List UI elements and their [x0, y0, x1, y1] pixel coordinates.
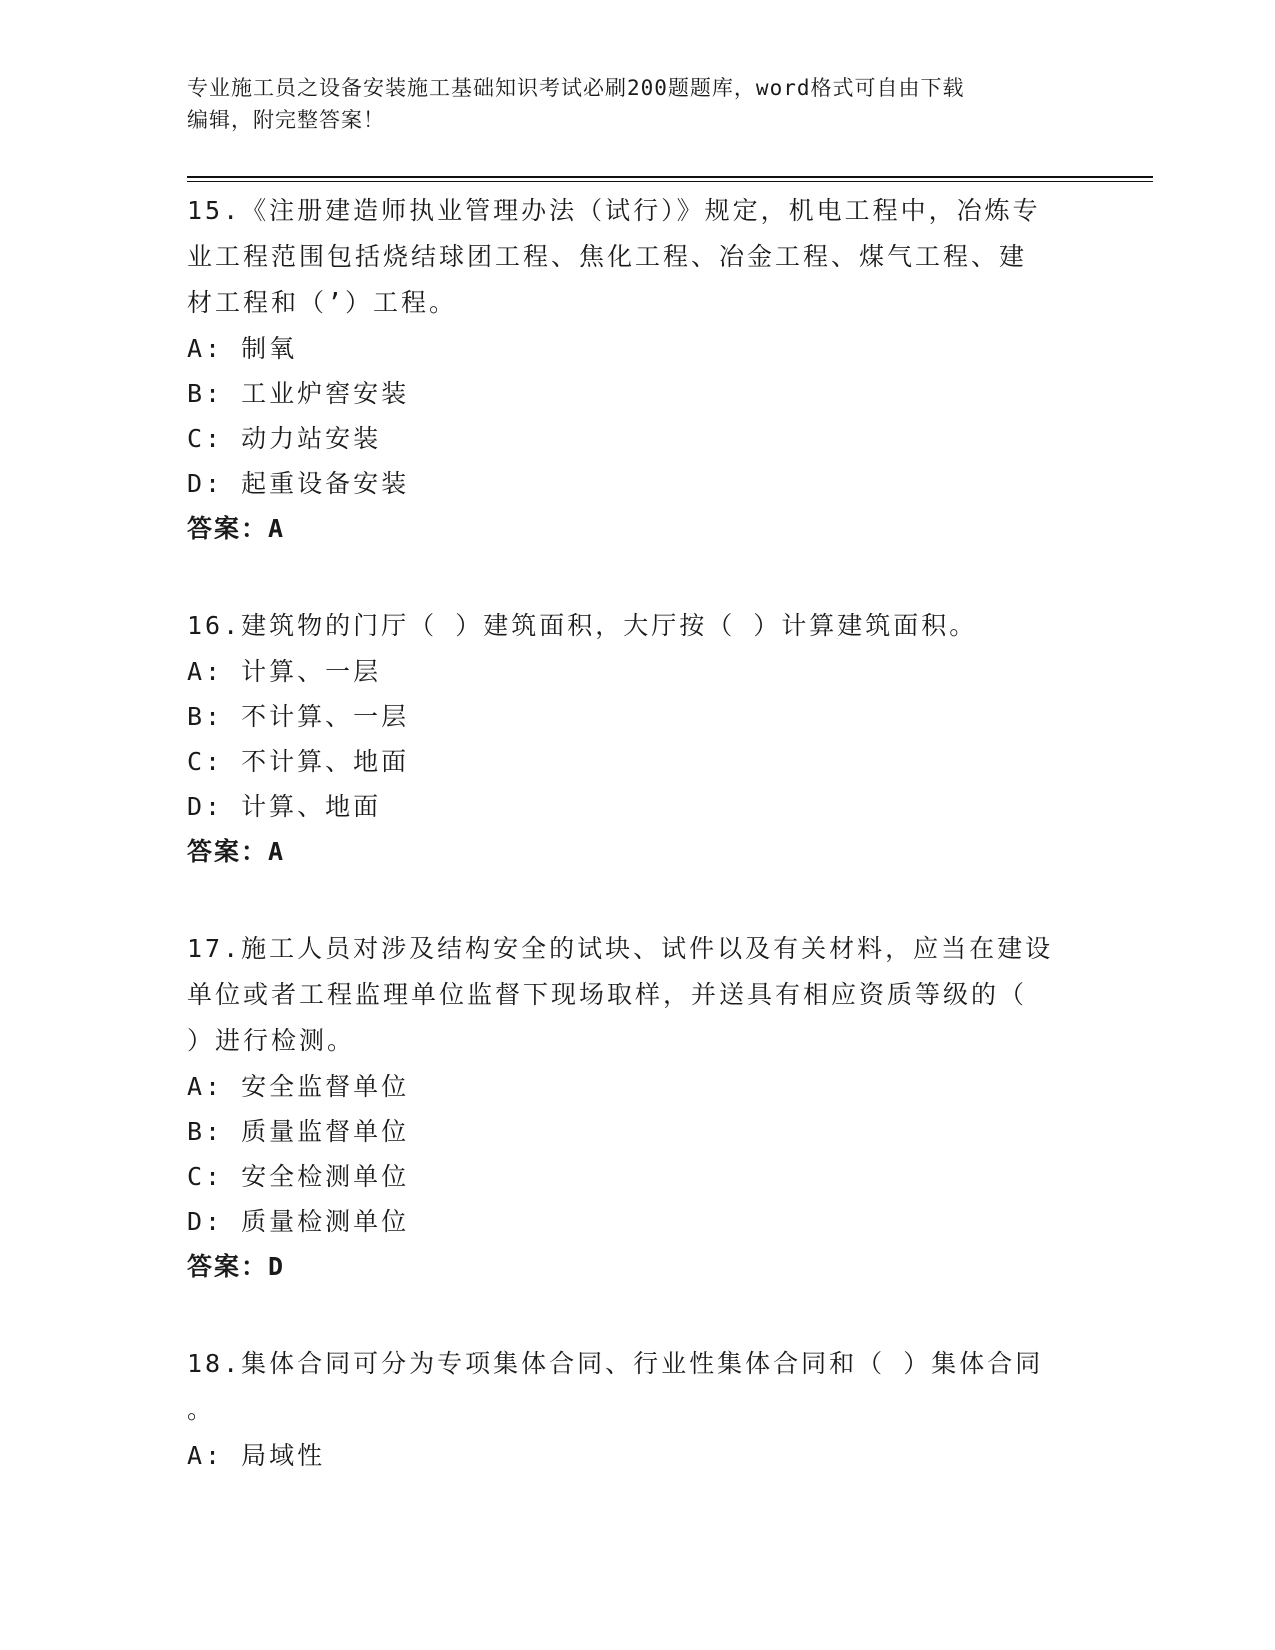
question-16 [187, 603, 1087, 874]
header-divider-thick [187, 176, 1153, 178]
option-b: B: 工业炉窖安装 [187, 379, 410, 408]
option-a: A: 制氧 [187, 334, 298, 363]
option-d: D: 计算、地面 [187, 792, 382, 821]
question-stem [187, 603, 1087, 649]
question-stem [187, 1341, 1087, 1433]
question-stem [187, 926, 1087, 1064]
answer-line: 答案：A [187, 514, 286, 543]
question-list [187, 188, 1087, 1530]
option-a: A: 安全监督单位 [187, 1072, 410, 1101]
header-divider-thin [187, 181, 1153, 182]
question-17 [187, 926, 1087, 1289]
option-a: A: 计算、一层 [187, 657, 382, 686]
answer-line: 答案：A [187, 837, 286, 866]
option-a: A: 局域性 [187, 1441, 326, 1470]
header-line-1: 专业施工员之设备安装施工基础知识考试必刷200题题库，word格式可自由下载 [187, 76, 965, 100]
stem-line: 17.施工人员对涉及结构安全的试块、试件以及有关材料，应当在建设 [187, 934, 1054, 963]
stem-line: 单位或者工程监理单位监督下现场取样，并送具有相应资质等级的（ [187, 980, 1028, 1009]
option-c: C: 安全检测单位 [187, 1162, 410, 1191]
question-18 [187, 1341, 1087, 1478]
answer-line: 答案：D [187, 1252, 286, 1281]
option-d: D: 质量检测单位 [187, 1207, 410, 1236]
stem-line: 业工程范围包括烧结球团工程、焦化工程、冶金工程、煤气工程、建 [187, 242, 1028, 271]
header-line-2: 编辑，附完整答案！ [187, 108, 385, 132]
question-stem [187, 188, 1087, 326]
stem-line: 材工程和（’）工程。 [187, 288, 458, 317]
stem-line: 。 [187, 1395, 216, 1424]
option-c: C: 动力站安装 [187, 424, 382, 453]
stem-line: 15.《注册建造师执业管理办法（试行）》规定，机电工程中，冶炼专 [187, 196, 1041, 225]
option-b: B: 质量监督单位 [187, 1117, 410, 1146]
stem-line: ）进行检测。 [187, 1026, 356, 1055]
option-d: D: 起重设备安装 [187, 469, 410, 498]
document-header [187, 72, 1087, 136]
option-c: C: 不计算、地面 [187, 747, 410, 776]
stem-line: 18.集体合同可分为专项集体合同、行业性集体合同和（ ）集体合同 [187, 1349, 1044, 1378]
stem-line: 16.建筑物的门厅（ ）建筑面积，大厅按（ ）计算建筑面积。 [187, 611, 978, 640]
option-b: B: 不计算、一层 [187, 702, 410, 731]
question-15 [187, 188, 1087, 551]
